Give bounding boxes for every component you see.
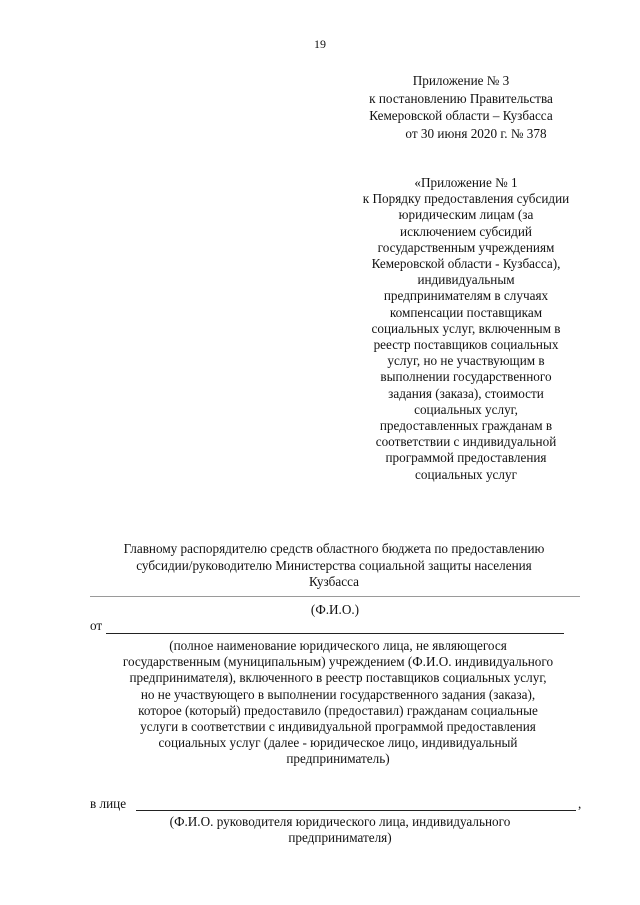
appendix-1-line: к Порядку предоставления субсидии bbox=[362, 191, 570, 207]
appendix-1-line: социальных услуг, включенным в bbox=[371, 320, 561, 336]
applicant-caption-line: но не участвующего в выполнении государственного задания (заказа), bbox=[140, 686, 536, 702]
applicant-caption-line: которое (который) предоставило (предоставил) гражданам социальные bbox=[138, 702, 538, 718]
appendix-3-header bbox=[350, 72, 572, 142]
appendix-1-line: предоставленных гражданам в bbox=[379, 418, 553, 434]
appendix-1-line: соответствии с индивидуальной bbox=[375, 434, 557, 450]
appendix-1-line: Кемеровской области - Кузбасса), bbox=[371, 256, 561, 272]
appendix-3-line: Кемеровской области – Кузбасса bbox=[369, 108, 553, 123]
applicant-caption bbox=[84, 638, 592, 768]
addressee-line: Главному распорядителю средств областного бюджета по предоставлению bbox=[123, 541, 545, 556]
in-person-comma: , bbox=[578, 796, 582, 811]
applicant-underline[interactable] bbox=[106, 633, 564, 634]
applicant-caption-line: (полное наименование юридического лица, не являющегося bbox=[169, 638, 507, 653]
addressee-line: субсидии/руководителю Министерства социальной защиты населения bbox=[136, 557, 532, 573]
fio-underline[interactable] bbox=[90, 596, 580, 597]
applicant-caption-line: социальных услуг (далее - юридическое лицо, индивидуальный bbox=[158, 735, 518, 751]
appendix-1-line: социальных услуг, bbox=[414, 401, 518, 417]
appendix-1-line: государственным учреждениям bbox=[377, 239, 555, 255]
applicant-caption-line: предпринимателя), включенного в реестр поставщиков социальных услуг, bbox=[129, 670, 547, 686]
appendix-1-line: выполнении государственного bbox=[380, 369, 552, 385]
appendix-1-line: юридическим лицам (за bbox=[398, 207, 534, 223]
applicant-caption-line: предприниматель) bbox=[286, 751, 390, 767]
fio-caption: (Ф.И.О.) bbox=[310, 602, 360, 617]
appendix-1-line: реестр поставщиков социальных bbox=[373, 337, 559, 353]
applicant-caption-line: услуги в соответствии с индивидуальной программой предоставления bbox=[140, 719, 536, 735]
appendix-3-line: к постановлению Правительства bbox=[369, 90, 553, 106]
applicant-caption-line: государственным (муниципальным) учреждением (Ф.И.О. индивидуального bbox=[122, 654, 554, 670]
appendix-1-line: программой предоставления bbox=[385, 450, 547, 466]
head-caption bbox=[100, 814, 580, 846]
appendix-1-line: компенсации поставщикам bbox=[389, 304, 543, 320]
appendix-1-line: «Приложение № 1 bbox=[414, 175, 518, 190]
head-caption-line: (Ф.И.О. руководителя юридического лица, индивидуального bbox=[169, 814, 511, 829]
from-label: от bbox=[90, 618, 103, 633]
appendix-1-header bbox=[342, 175, 590, 483]
in-person-label: в лице bbox=[90, 796, 127, 811]
appendix-1-line: исключением субсидий bbox=[400, 223, 532, 239]
head-underline[interactable] bbox=[136, 810, 576, 811]
appendix-1-line: задания (заказа), стоимости bbox=[388, 385, 544, 401]
appendix-1-line: предпринимателям в случаях bbox=[383, 288, 549, 304]
page-number: 19 bbox=[314, 37, 326, 51]
head-caption-line: предпринимателя) bbox=[288, 830, 392, 846]
addressee-line: Кузбасса bbox=[309, 574, 359, 589]
appendix-3-date-line: от 30 июня 2020 г. № 378 bbox=[405, 125, 547, 141]
appendix-1-line: услуг, но не участвующим в bbox=[387, 353, 545, 369]
appendix-3-line: Приложение № 3 bbox=[412, 73, 510, 88]
addressee-block bbox=[84, 541, 584, 591]
appendix-1-line: индивидуальным bbox=[417, 272, 515, 288]
appendix-1-line: социальных услуг bbox=[415, 466, 517, 482]
